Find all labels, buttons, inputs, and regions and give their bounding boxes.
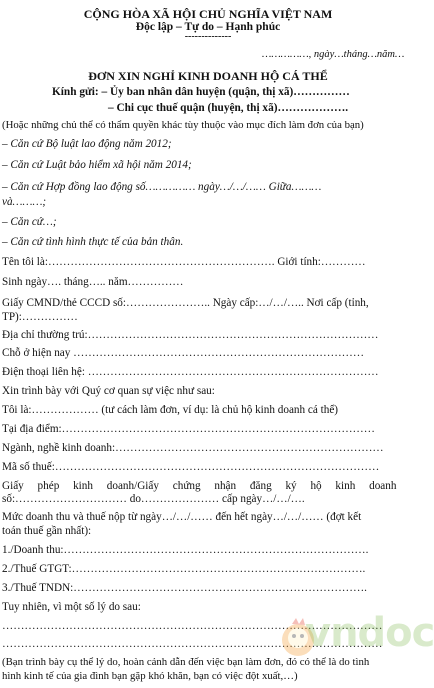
current-residence-line: Chỗ ở hiện nay …………………………………………………………………… (2, 347, 365, 359)
revenue-line: 1./Doanh thu:………………………………………………………………………. (2, 544, 369, 556)
vat-line: 2./Thuế GTGT:……………………………………………………………………. (2, 563, 366, 575)
legal-basis-3-cont: và………; (2, 196, 47, 208)
id-card-line-cont: TP):…………… (2, 311, 78, 323)
nation-heading: CỘNG HÒA XÃ HỘI CHỦ NGHĨA VIỆT NAM (83, 7, 333, 21)
phone-line: Điện thoại liên hệ: …………………………………………………………………… (2, 366, 379, 378)
legal-basis-4: – Căn cứ…; (2, 216, 57, 228)
closing-period-line-cont: toán thuế gần nhất): (2, 525, 92, 537)
watermark-logo: vndoc (305, 610, 434, 656)
recipient-line-2: – Chi cục thuế quận (huyện, thị xã)………………. (108, 102, 349, 114)
request-intro: Xin trình bày với Quý cơ quan sự việc như sau: (2, 385, 215, 397)
reason-note-2: hình kinh tế của gia đình bạn gặp khó khăn, bạn có việc đột xuất,…) (2, 670, 298, 682)
cit-line: 3./Thuế TNDN:……………………………………………………………………. (2, 582, 367, 594)
document-title: ĐƠN XIN NGHỈ KINH DOANH HỘ CÁ THỂ (88, 69, 328, 83)
legal-basis-5: – Căn cứ tình hình thực tế của bản thân. (2, 236, 184, 248)
business-field-line: Ngành, nghề kinh doanh:……………………………………………………………… (2, 442, 384, 454)
reasons-intro: Tuy nhiên, vì một số lý do sau: (2, 601, 141, 613)
motto: Độc lập – Tự do – Hạnh phúc (135, 21, 281, 33)
self-line: Tôi là:……………… (tư cách làm đơn, ví dụ: là chủ hộ kinh doanh cá thể) (2, 404, 339, 416)
dob-line: Sinh ngày…. tháng….. năm…………… (2, 276, 184, 288)
legal-basis-1: – Căn cứ Bộ luật lao động năm 2012; (2, 138, 172, 150)
tax-code-line: Mã số thuế:…………………………………………………………………………… (2, 461, 380, 473)
reason-blank-1: ………………………………………………………………………………………… (2, 620, 383, 632)
recipient-note: (Hoặc những chủ thể có thẩm quyền khác tùy thuộc vào mục đích làm đơn của bạn) (2, 119, 364, 131)
name-line: Tên tôi là:……………………………………………………. Giới tính:………… (2, 256, 366, 268)
reason-note-1: (Bạn trình bày cụ thể lý do, hoàn cảnh dẫn đến việc bạn làm đơn, đó có thể là do tình (2, 656, 370, 668)
date-line: ……………, ngày…tháng…năm… (262, 49, 405, 60)
place-line: Tại địa điểm:………………………………………………………………………… (2, 423, 375, 435)
reason-blank-2: ………………………………………………………………………………………… (2, 638, 383, 650)
license-line: Giấy phép kinh doanh/Giấy chứng nhận đăng ký hộ kinh doanh (2, 480, 397, 492)
legal-basis-2: – Căn cứ Luật bảo hiểm xã hội năm 2014; (2, 159, 192, 171)
closing-period-line: Mức doanh thu và thuế nộp từ ngày…/…/…… đến hết ngày…/…/…… (đợt kết (2, 511, 362, 523)
id-card-line: Giấy CMND/thẻ CCCD số:………………….. Ngày cấp:…/…/….. Nơi cấp (tỉnh, (2, 297, 369, 309)
recipient-line-1: Kính gửi: – Ủy ban nhân dân huyện (quận, thị xã)…………… (52, 86, 350, 98)
address-line: Địa chỉ thường trú:…………………………………………………………………… (2, 329, 379, 341)
legal-basis-3: – Căn cứ Hợp đồng lao động số…………… ngày…/…/…… Giữa……… (2, 181, 322, 193)
license-line-cont: số:………………………… do………………… cấp ngày…/…/…. (2, 493, 305, 505)
motto-rule: -------------- (184, 31, 232, 42)
